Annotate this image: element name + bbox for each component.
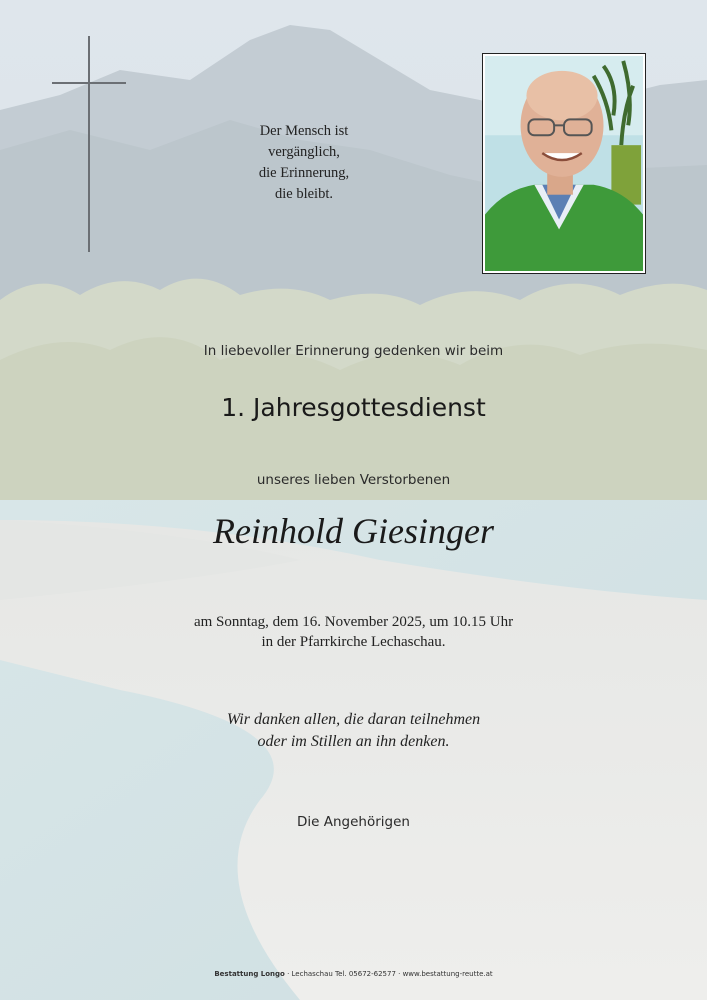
quote-line: die Erinnerung, xyxy=(258,165,350,181)
footer-company: Bestattung Longo xyxy=(214,970,285,978)
deceased-name: Reinhold Giesinger xyxy=(213,511,494,551)
cross-icon xyxy=(88,36,90,252)
quote-line: Der Mensch ist xyxy=(259,123,349,139)
beloved-line: unseres lieben Verstorbenen xyxy=(256,472,451,488)
footer-details: · Lechaschau Tel. 05672-62577 · www.bestattung-reutte.at xyxy=(284,970,493,978)
quote-line: die bleibt. xyxy=(275,186,333,202)
service-title: 1. Jahresgottesdienst xyxy=(221,393,486,422)
signature: Die Angehörigen xyxy=(297,814,410,830)
portrait-image xyxy=(485,56,643,271)
intro-line: In liebevoller Erinnerung gedenken wir beim xyxy=(203,343,504,359)
quote-line: vergänglich, xyxy=(268,144,340,160)
memorial-quote xyxy=(214,121,394,205)
thanks-line: oder im Stillen an ihn denken. xyxy=(257,733,450,750)
place-line: in der Pfarrkirche Lechaschau. xyxy=(261,634,446,650)
footer xyxy=(0,970,707,978)
cross-icon-bar xyxy=(52,82,126,84)
thanks-line: Wir danken allen, die daran teilnehmen xyxy=(226,711,481,728)
portrait-photo xyxy=(482,53,646,274)
date-line: am Sonntag, dem 16. November 2025, um 10.15 Uhr xyxy=(193,614,514,630)
